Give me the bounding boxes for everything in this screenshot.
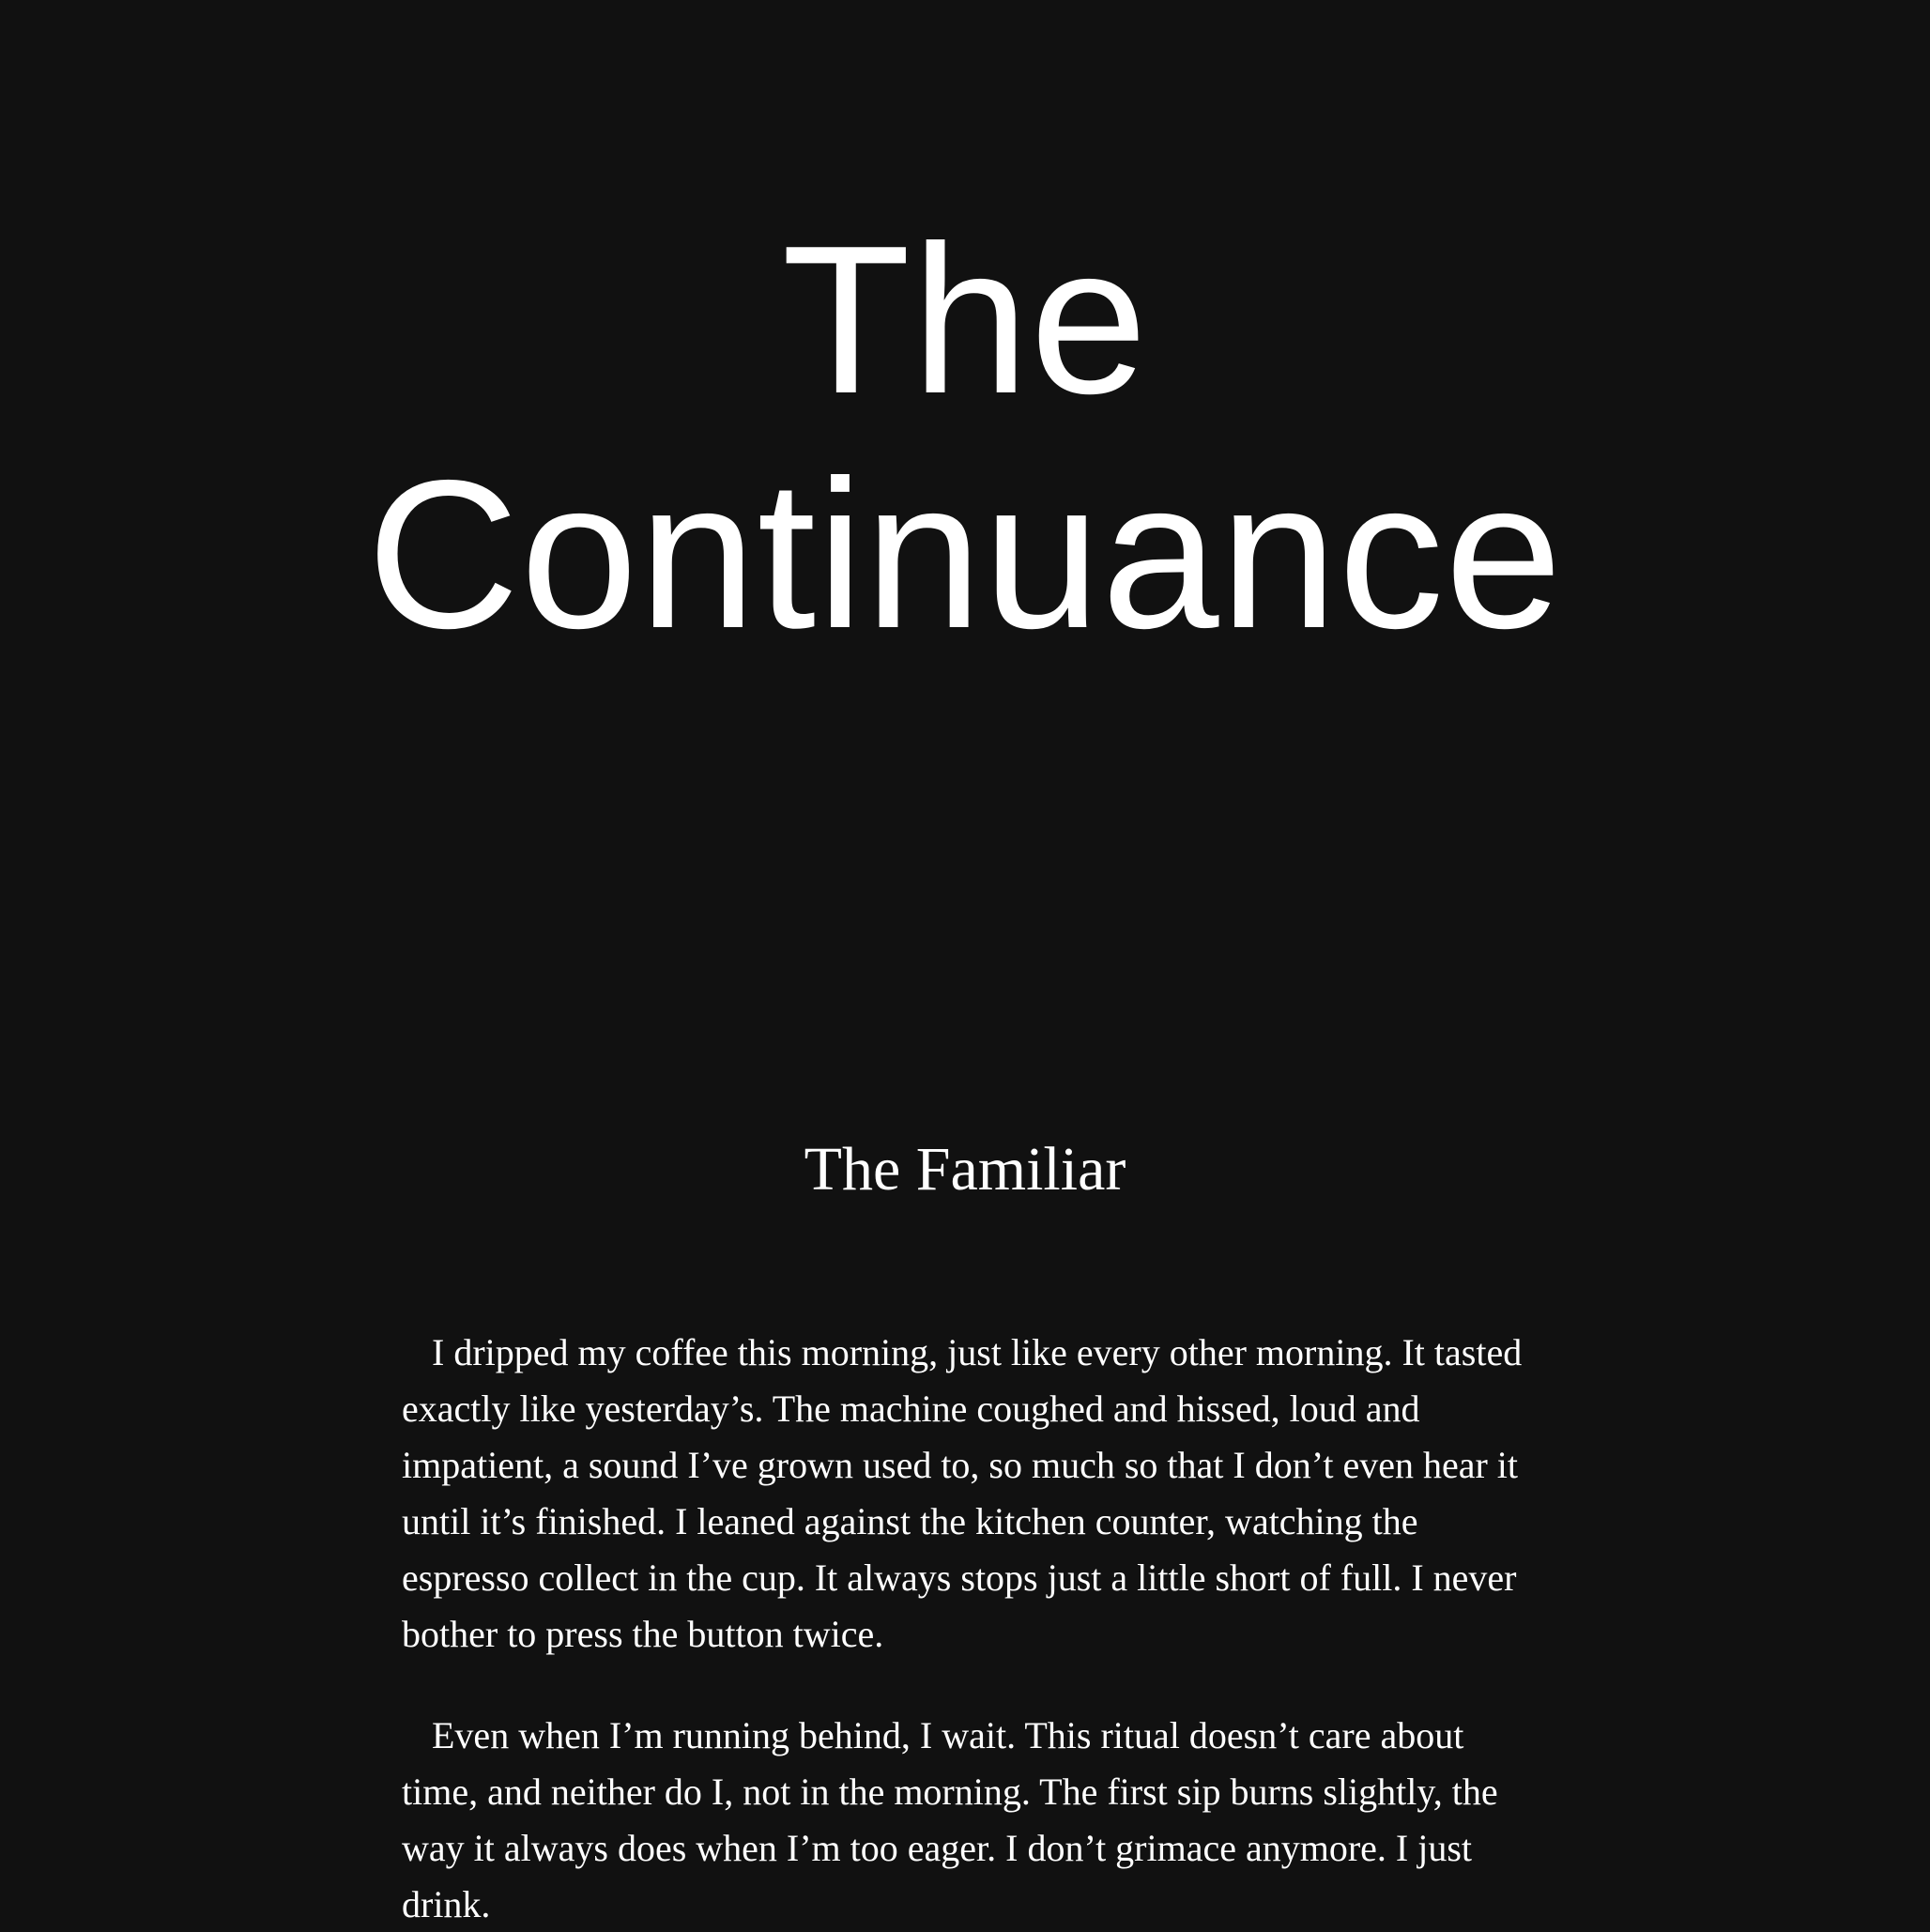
paragraph-2: Even when I’m running behind, I wait. This ritual doesn’t care about time, and neither do I, not in the morning. The first sip burns slightly, the way it always does when I’m too eager. I don’t grimace anymore. I just drink. <box>402 1714 1498 1925</box>
paragraph-1: I dripped my coffee this morning, just like every other morning. It tasted exactly like yesterday’s. The machine coughed and hissed, loud and impatient, a sound I’ve grown used to, so much so that I don’t even hear it until it’s finished. I leaned against the kitchen counter, watching the espresso collect in the cup. It always stops just a little short of full. I never bother to press the button twice. <box>402 1331 1523 1655</box>
book-title-line-2: Continuance <box>366 436 1564 672</box>
chapter-body <box>402 1325 1528 1932</box>
book-title <box>0 202 1930 671</box>
book-title-line-1: The <box>781 201 1149 437</box>
chapter-title: The Familiar <box>804 1135 1126 1204</box>
